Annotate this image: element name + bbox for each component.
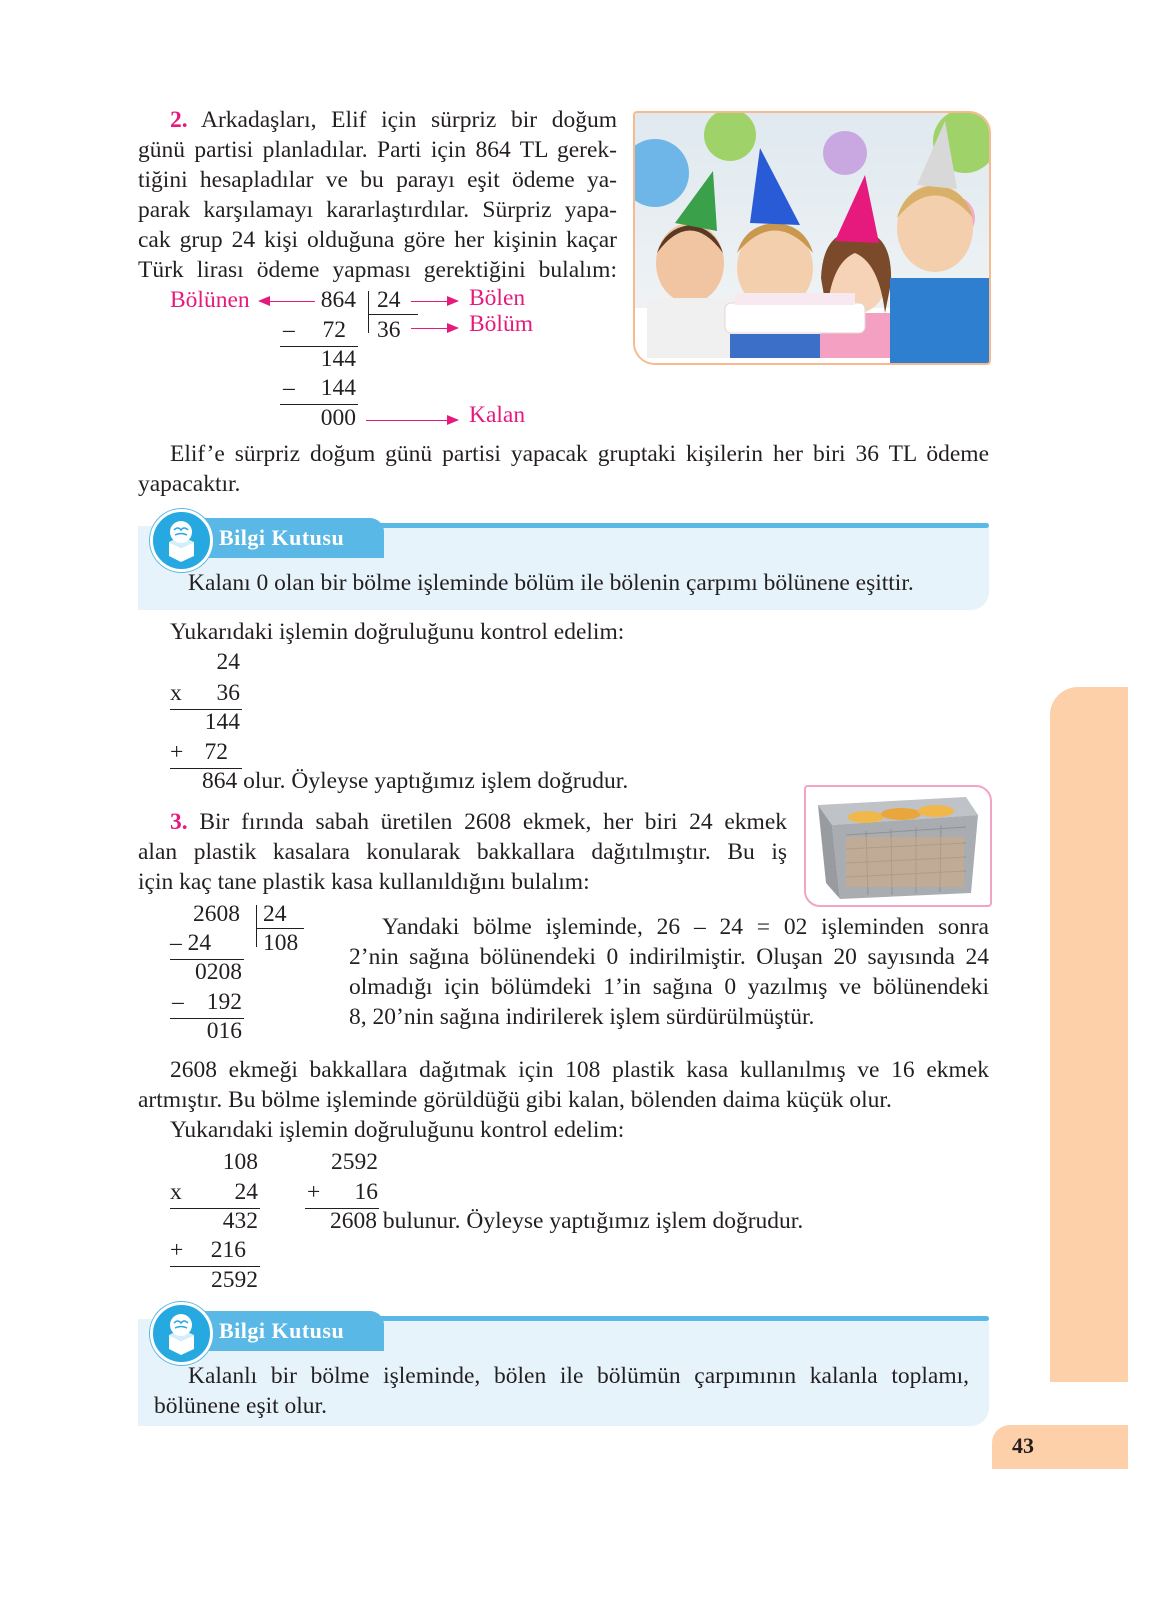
explanation-line-1: Yandaki bölme işleminde, 26 – 24 = 02 işleminden sonra [382,914,989,940]
partial-dividend: 0208 [195,959,242,985]
product-result: 2592 [211,1267,258,1293]
birthday-party-photo [633,111,991,365]
problem2-answer-line-1: Elif’e sürpriz doğum günü partisi yapacak gruptaki kişilerin her biri 36 TL ödeme [170,441,989,467]
times-sign: x [170,680,182,706]
brain-box-icon [150,1302,213,1365]
info-box-text-line-1: Kalanlı bir bölme işleminde, bölen ile bölümün çarpımının kalanla toplamı, [188,1363,969,1389]
label-remainder: Kalan [469,402,526,428]
dividend: 864 [320,287,356,313]
problem2-line-6: Türk lirası ödeme yapması gerektiğini bulalım: [138,257,617,283]
partial-product-1: 144 [204,709,240,735]
plus-sign: + [170,1237,184,1263]
info-box-title: Bilgi Kutusu [219,1318,345,1343]
division-bar-vertical [256,905,257,947]
dividend: 2608 [193,901,240,927]
check1-conclusion: olur. Öyleyse yaptığımız işlem doğrudur. [243,768,629,794]
problem2-line-2: günü partisi planladılar. Parti için 864 TL gerek- [138,137,617,163]
partial-product-2: 72 [204,739,228,765]
subtrahend-1: 72 [322,317,346,343]
arrow-quotient [411,328,457,329]
divisor: 24 [377,287,401,313]
problem3-answer-line-1: 2608 ekmeği bakkallara dağıtmak için 108 plastik kasa kullanılmış ve 16 ekmek [170,1057,989,1083]
division-bar-vertical [368,291,369,333]
problem-number: 2. [170,107,188,133]
check-intro: Yukarıdaki işlemin doğruluğunu kontrol edelim: [170,1117,625,1143]
info-box-title: Bilgi Kutusu [219,525,345,550]
problem2-line-5: cak grup 24 kişi olduğuna göre her kişinin kaçar [138,227,617,253]
info-box-text-line-2: bölünene eşit olur. [154,1393,327,1419]
arrow-divisor [411,301,457,302]
factor-a: 24 [216,649,240,675]
bread-crate-photo [804,785,992,907]
problem3-line-1: 3. Bir fırında sabah üretilen 2608 ekmek, her biri 24 ekmek [170,809,787,835]
problem2-line-4: parak karşılamayı kararlaştırdılar. Sürpriz yapa- [138,197,617,223]
factor-b: 24 [234,1179,258,1205]
info-box-top-bar [370,523,989,528]
explanation-line-2: 2’nin sağına bölünendeki 0 indirilmiştir. Oluşan 20 sayısında 24 [349,944,989,970]
partial-dividend: 144 [320,346,356,372]
sum-result: 2608 [330,1208,377,1234]
quotient: 36 [377,317,401,343]
factor-a: 108 [222,1149,258,1175]
problem2-line-1: 2. Arkadaşları, Elif için sürpriz bir doğum [170,107,617,133]
check2-conclusion: bulunur. Öyleyse yaptığımız işlem doğrudur. [382,1208,804,1234]
label-divisor: Bölen [469,285,526,311]
addend-1: 2592 [331,1149,378,1175]
times-sign: x [170,1179,182,1205]
division-bar-horizontal [256,928,304,929]
explanation-line-3: olmadığı için bölümdeki 1’in sağına 0 yazılmış ve bölünendeki [349,974,989,1000]
check2-result-line [330,1208,803,1235]
factor-b: 36 [216,680,240,706]
info-box-text: Kalanı 0 olan bir bölme işleminde bölüm ile bölenin çarpımı bölünene eşittir. [188,570,914,596]
subtrahend-1: – 24 [170,930,212,956]
chapter-side-tab [1050,687,1128,1382]
plus-sign: + [307,1179,321,1205]
problem2-line-3: tiğini hesapladılar ve bu parayı eşit ödeme ya- [138,167,617,193]
label-dividend: Bölünen [170,287,250,313]
product-result: 864 [202,768,238,794]
divisor: 24 [263,901,287,927]
brain-box-icon [150,509,213,572]
division-bar-horizontal [368,314,418,315]
problem3-answer-line-2: artmıştır. Bu bölme işleminde görüldüğü gibi kalan, bölenden daima küçük olur. [138,1087,892,1113]
check1-result-line [202,768,628,795]
subtrahend-2: 144 [320,375,356,401]
minus-sign: – [172,989,184,1015]
minus-sign: – [283,317,295,343]
addend-2: 16 [354,1179,378,1205]
remainder: 016 [206,1018,242,1044]
subtrahend-2: 192 [206,989,242,1015]
page-number-tab [992,1425,1128,1469]
page-number: 43 [1012,1433,1034,1458]
arrow-remainder [366,420,457,421]
problem2-answer-line-2: yapacaktır. [138,471,241,497]
partial-product-2: 216 [210,1237,246,1263]
info-box-top-bar [370,1316,989,1321]
remainder: 000 [320,405,356,431]
check-intro: Yukarıdaki işlemin doğruluğunu kontrol edelim: [170,619,625,645]
bread-crate-photo-icon [806,787,990,905]
birthday-party-children-photo-icon [635,113,989,363]
plus-sign: + [170,739,184,765]
problem-number: 3. [170,809,188,835]
label-quotient: Bölüm [469,311,533,337]
problem3-line-2: alan plastik kasalara konularak bakkallara dağıtılmıştır. Bu iş [138,839,787,865]
problem3-line-3: için kaç tane plastik kasa kullanıldığını bulalım: [138,869,590,895]
partial-product-1: 432 [222,1208,258,1234]
explanation-line-4: 8, 20’nin sağına indirilerek işlem sürdürülmüştür. [349,1004,815,1030]
quotient: 108 [263,930,299,956]
minus-sign: – [283,375,295,401]
